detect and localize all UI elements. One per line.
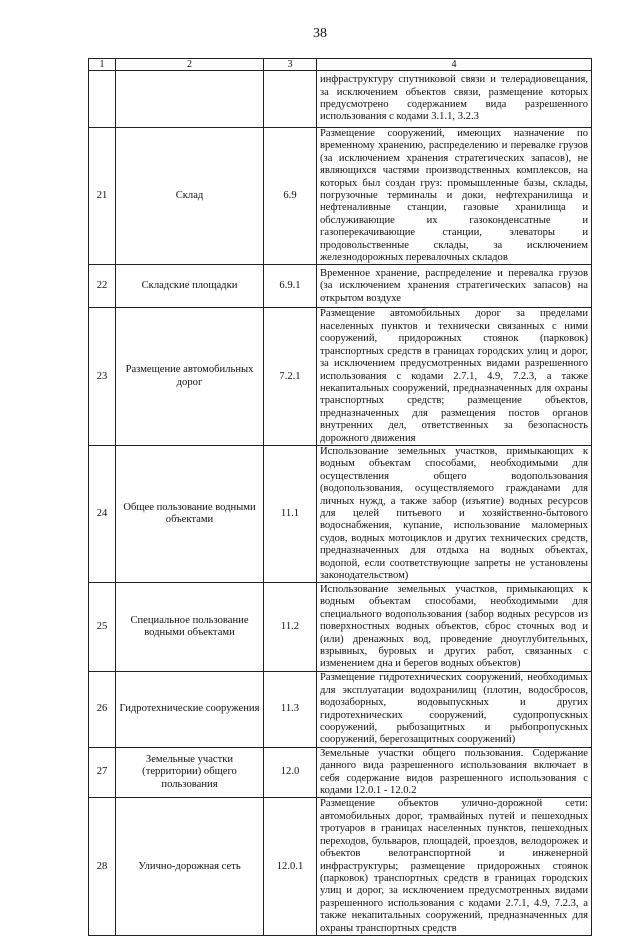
row-number: 24	[89, 445, 116, 582]
use-type-name: Земельные участки (территории) общего пользования	[116, 747, 264, 798]
use-type-description: инфраструктуру спутниковой связи и телерадиовещания, за исключением объектов связи, размещение которых предусмотрено содержанием вида разрешенного использования с кодами 3.1.1, 3.2.3	[317, 71, 592, 128]
table-row	[89, 308, 592, 445]
use-type-name: Склад	[116, 128, 264, 265]
table-row	[89, 445, 592, 582]
table-row	[89, 747, 592, 798]
use-type-description: Размещение гидротехнических сооружений, необходимых для эксплуатации водохранилищ (плотин, водосбросов, водозаборных, водовыпускных и других гидротехнических сооружений, судопропускных сооружений, рыбозащитных и рыбопропускных сооружений, берегозащитных сооружений)	[317, 672, 592, 747]
table-row	[89, 798, 592, 935]
use-type-code: 6.9	[264, 128, 317, 265]
use-type-code	[264, 71, 317, 128]
use-type-description: Земельные участки общего пользования. Содержание данного вида разрешенного использования включает в себя содержание видов разрешенного использования с кодами 12.0.1 - 12.0.2	[317, 747, 592, 798]
row-number: 21	[89, 128, 116, 265]
table-row	[89, 672, 592, 747]
use-type-name: Общее пользование водными объектами	[116, 445, 264, 582]
row-number: 26	[89, 672, 116, 747]
use-type-name	[116, 71, 264, 128]
use-type-code: 11.2	[264, 583, 317, 672]
use-type-name: Улично-дорожная сеть	[116, 798, 264, 935]
use-type-name: Размещение автомобильных дорог	[116, 308, 264, 445]
use-type-name: Гидротехнические сооружения	[116, 672, 264, 747]
land-use-table	[88, 58, 592, 936]
table-row	[89, 583, 592, 672]
row-number: 25	[89, 583, 116, 672]
use-type-code: 11.1	[264, 445, 317, 582]
page-number: 38	[313, 26, 327, 41]
row-number: 27	[89, 747, 116, 798]
use-type-code: 7.2.1	[264, 308, 317, 445]
use-type-description: Размещение объектов улично-дорожной сети: автомобильных дорог, трамвайных путей и пешеходных тротуаров в границах населенных пунктов, пешеходных переходов, бульваров, площадей, проездов, велодорожек и объектов велотранспортной и инженерной инфраструктуры; размещение придорожных стоянок (парковок) транспортных средств в границах городских улиц и дорог, за исключением предусмотренных видами разрешенного использования с кодами 2.7.1, 4.9, 7.2.3, а также некапитальных сооружений, предназначенных для охраны транспортных средств	[317, 798, 592, 935]
use-type-description: Размещение сооружений, имеющих назначение по временному хранению, распределению и перевалке грузов (за исключением хранения стратегических запасов), не являющихся частями производственных комплексов, на которых был создан груз: промышленные базы, склады, погрузочные терминалы и доки, нефтехранилища и нефтеналивные станции, газовые хранилища и обслуживающие их газоконденсатные и газоперекачивающие станции, элеваторы и продовольственные склады, за исключением железнодорожных перевалочных складов	[317, 128, 592, 265]
column-header: 1	[89, 59, 116, 71]
table-header-row	[89, 59, 592, 71]
column-header: 3	[264, 59, 317, 71]
row-number: 22	[89, 265, 116, 308]
use-type-description: Размещение автомобильных дорог за пределами населенных пунктов и технически связанных с ними сооружений, придорожных стоянок (парковок) транспортных средств в границах городских улиц и дорог, за исключением предусмотренных видами разрешенного использования с кодами 2.7.1, 4.9, 7.2.3, а также некапитальных сооружений, предназначенных для охраны транспортных средств; размещение объектов, предназначенных для размещения постов органов внутренних дел, ответственных за безопасность дорожного движения	[317, 308, 592, 445]
use-type-name: Специальное пользование водными объектами	[116, 583, 264, 672]
row-number: 23	[89, 308, 116, 445]
table-row	[89, 265, 592, 308]
use-type-description: Использование земельных участков, примыкающих к водным объектам способами, необходимыми для осуществления общего водопользования (водопользования, осуществляемого гражданами для личных нужд, а также забор (изъятие) водных ресурсов для целей питьевого и хозяйственно-бытового водоснабжения, купание, использование маломерных судов, водных мотоциклов и других технических средств, предназначенных для отдыха на водных объектах, водопой, если соответствующие запреты не установлены законодательством)	[317, 445, 592, 582]
use-type-code: 6.9.1	[264, 265, 317, 308]
use-type-name: Складские площадки	[116, 265, 264, 308]
table-row	[89, 128, 592, 265]
use-type-code: 11.3	[264, 672, 317, 747]
use-type-description: Временное хранение, распределение и перевалка грузов (за исключением хранения стратегических запасов) на открытом воздухе	[317, 265, 592, 308]
use-type-code: 12.0	[264, 747, 317, 798]
use-type-code: 12.0.1	[264, 798, 317, 935]
row-number: 28	[89, 798, 116, 935]
table-row	[89, 71, 592, 128]
row-number	[89, 71, 116, 128]
column-header: 2	[116, 59, 264, 71]
use-type-description: Использование земельных участков, примыкающих к водным объектам способами, необходимыми для специального водопользования (забор водных ресурсов из поверхностных водных объектов, сброс сточных вод и (или) дренажных вод, проведение дноуглубительных, взрывных, буровых и других работ, связанных с изменением дна и берегов водных объектов)	[317, 583, 592, 672]
column-header: 4	[317, 59, 592, 71]
